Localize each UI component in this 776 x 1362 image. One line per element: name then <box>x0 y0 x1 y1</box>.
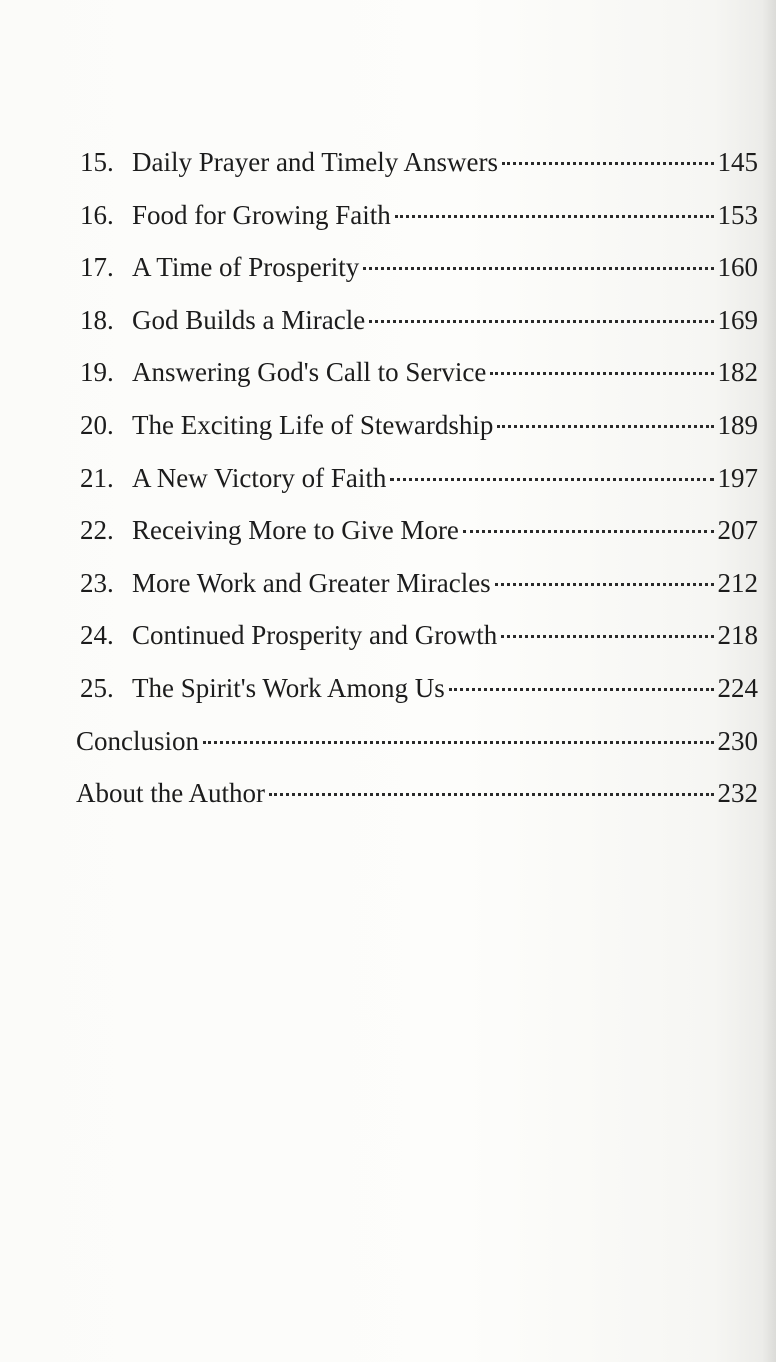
toc-entry-title: About the Author <box>76 778 265 809</box>
toc-entry-about-author <box>76 773 758 826</box>
dot-leader <box>390 478 713 481</box>
toc-entry <box>76 247 758 300</box>
dot-leader <box>497 425 713 428</box>
toc-entry-page: 182 <box>717 357 758 388</box>
toc-entry <box>76 195 758 248</box>
toc-entry-title: Conclusion <box>76 725 200 756</box>
toc-entry-page: 169 <box>717 304 758 335</box>
toc-entry <box>76 563 758 616</box>
dot-leader <box>463 530 714 533</box>
dot-leader <box>363 267 713 270</box>
toc-entry-page: 207 <box>717 515 758 546</box>
toc-entry <box>76 510 758 563</box>
toc-entry-number: 15. <box>80 147 114 177</box>
toc-entry <box>76 458 758 511</box>
toc-entry <box>76 352 758 405</box>
dot-leader <box>449 688 714 691</box>
toc-entry <box>76 300 758 353</box>
toc-entry-title: Answering God's Call to Service <box>132 357 487 388</box>
toc-entry-number: 22. <box>80 515 114 546</box>
table-of-contents <box>76 142 758 826</box>
toc-entry-title: Receiving More to Give More <box>132 515 459 546</box>
toc-entry-page: 230 <box>717 725 758 756</box>
toc-entry-number: 25. <box>80 672 114 703</box>
dot-leader <box>269 793 714 796</box>
dot-leader <box>501 635 713 638</box>
toc-entry-page: 212 <box>717 567 758 598</box>
toc-entry-number: 17. <box>80 252 114 283</box>
toc-entry-title: More Work and Greater Miracles <box>132 567 491 598</box>
toc-entry-number: 16. <box>80 199 114 230</box>
toc-entry-page: 189 <box>717 409 758 440</box>
dot-leader <box>490 372 713 375</box>
toc-entry <box>76 405 758 458</box>
toc-entry-title: A New Victory of Faith <box>132 462 387 493</box>
toc-entry-number: 19. <box>80 357 114 388</box>
toc-entry-title: Daily Prayer and Timely Answers <box>132 147 498 177</box>
toc-entry-number: 23. <box>80 567 114 598</box>
toc-entry <box>76 142 758 195</box>
toc-entry-page: 160 <box>717 252 758 283</box>
toc-entry-page: 218 <box>717 620 758 651</box>
dot-leader <box>502 162 714 165</box>
page-edge-shadow <box>762 0 776 1362</box>
toc-entry-number: 18. <box>80 304 114 335</box>
toc-entry-page: 197 <box>717 462 758 493</box>
dot-leader <box>369 320 713 323</box>
dot-leader <box>495 583 714 586</box>
toc-entry-page: 153 <box>717 199 758 230</box>
toc-entry-title: The Spirit's Work Among Us <box>132 672 445 703</box>
toc-entry <box>76 615 758 668</box>
toc-entry-number: 20. <box>80 409 114 440</box>
dot-leader <box>395 215 714 218</box>
toc-entry-page: 232 <box>717 778 758 809</box>
toc-entry-number: 21. <box>80 462 114 493</box>
toc-entry-title: Continued Prosperity and Growth <box>132 620 498 651</box>
toc-entry-title: God Builds a Miracle <box>132 304 366 335</box>
toc-entry-page: 224 <box>717 672 758 703</box>
toc-entry-conclusion <box>76 721 758 774</box>
toc-entry-title: A Time of Prosperity <box>132 252 360 283</box>
dot-leader <box>203 741 713 744</box>
toc-entry-number: 24. <box>80 620 114 651</box>
toc-entry <box>76 668 758 721</box>
toc-entry-title: The Exciting Life of Stewardship <box>132 409 494 440</box>
toc-entry-page: 145 <box>717 147 758 177</box>
toc-entry-title: Food for Growing Faith <box>132 199 391 230</box>
